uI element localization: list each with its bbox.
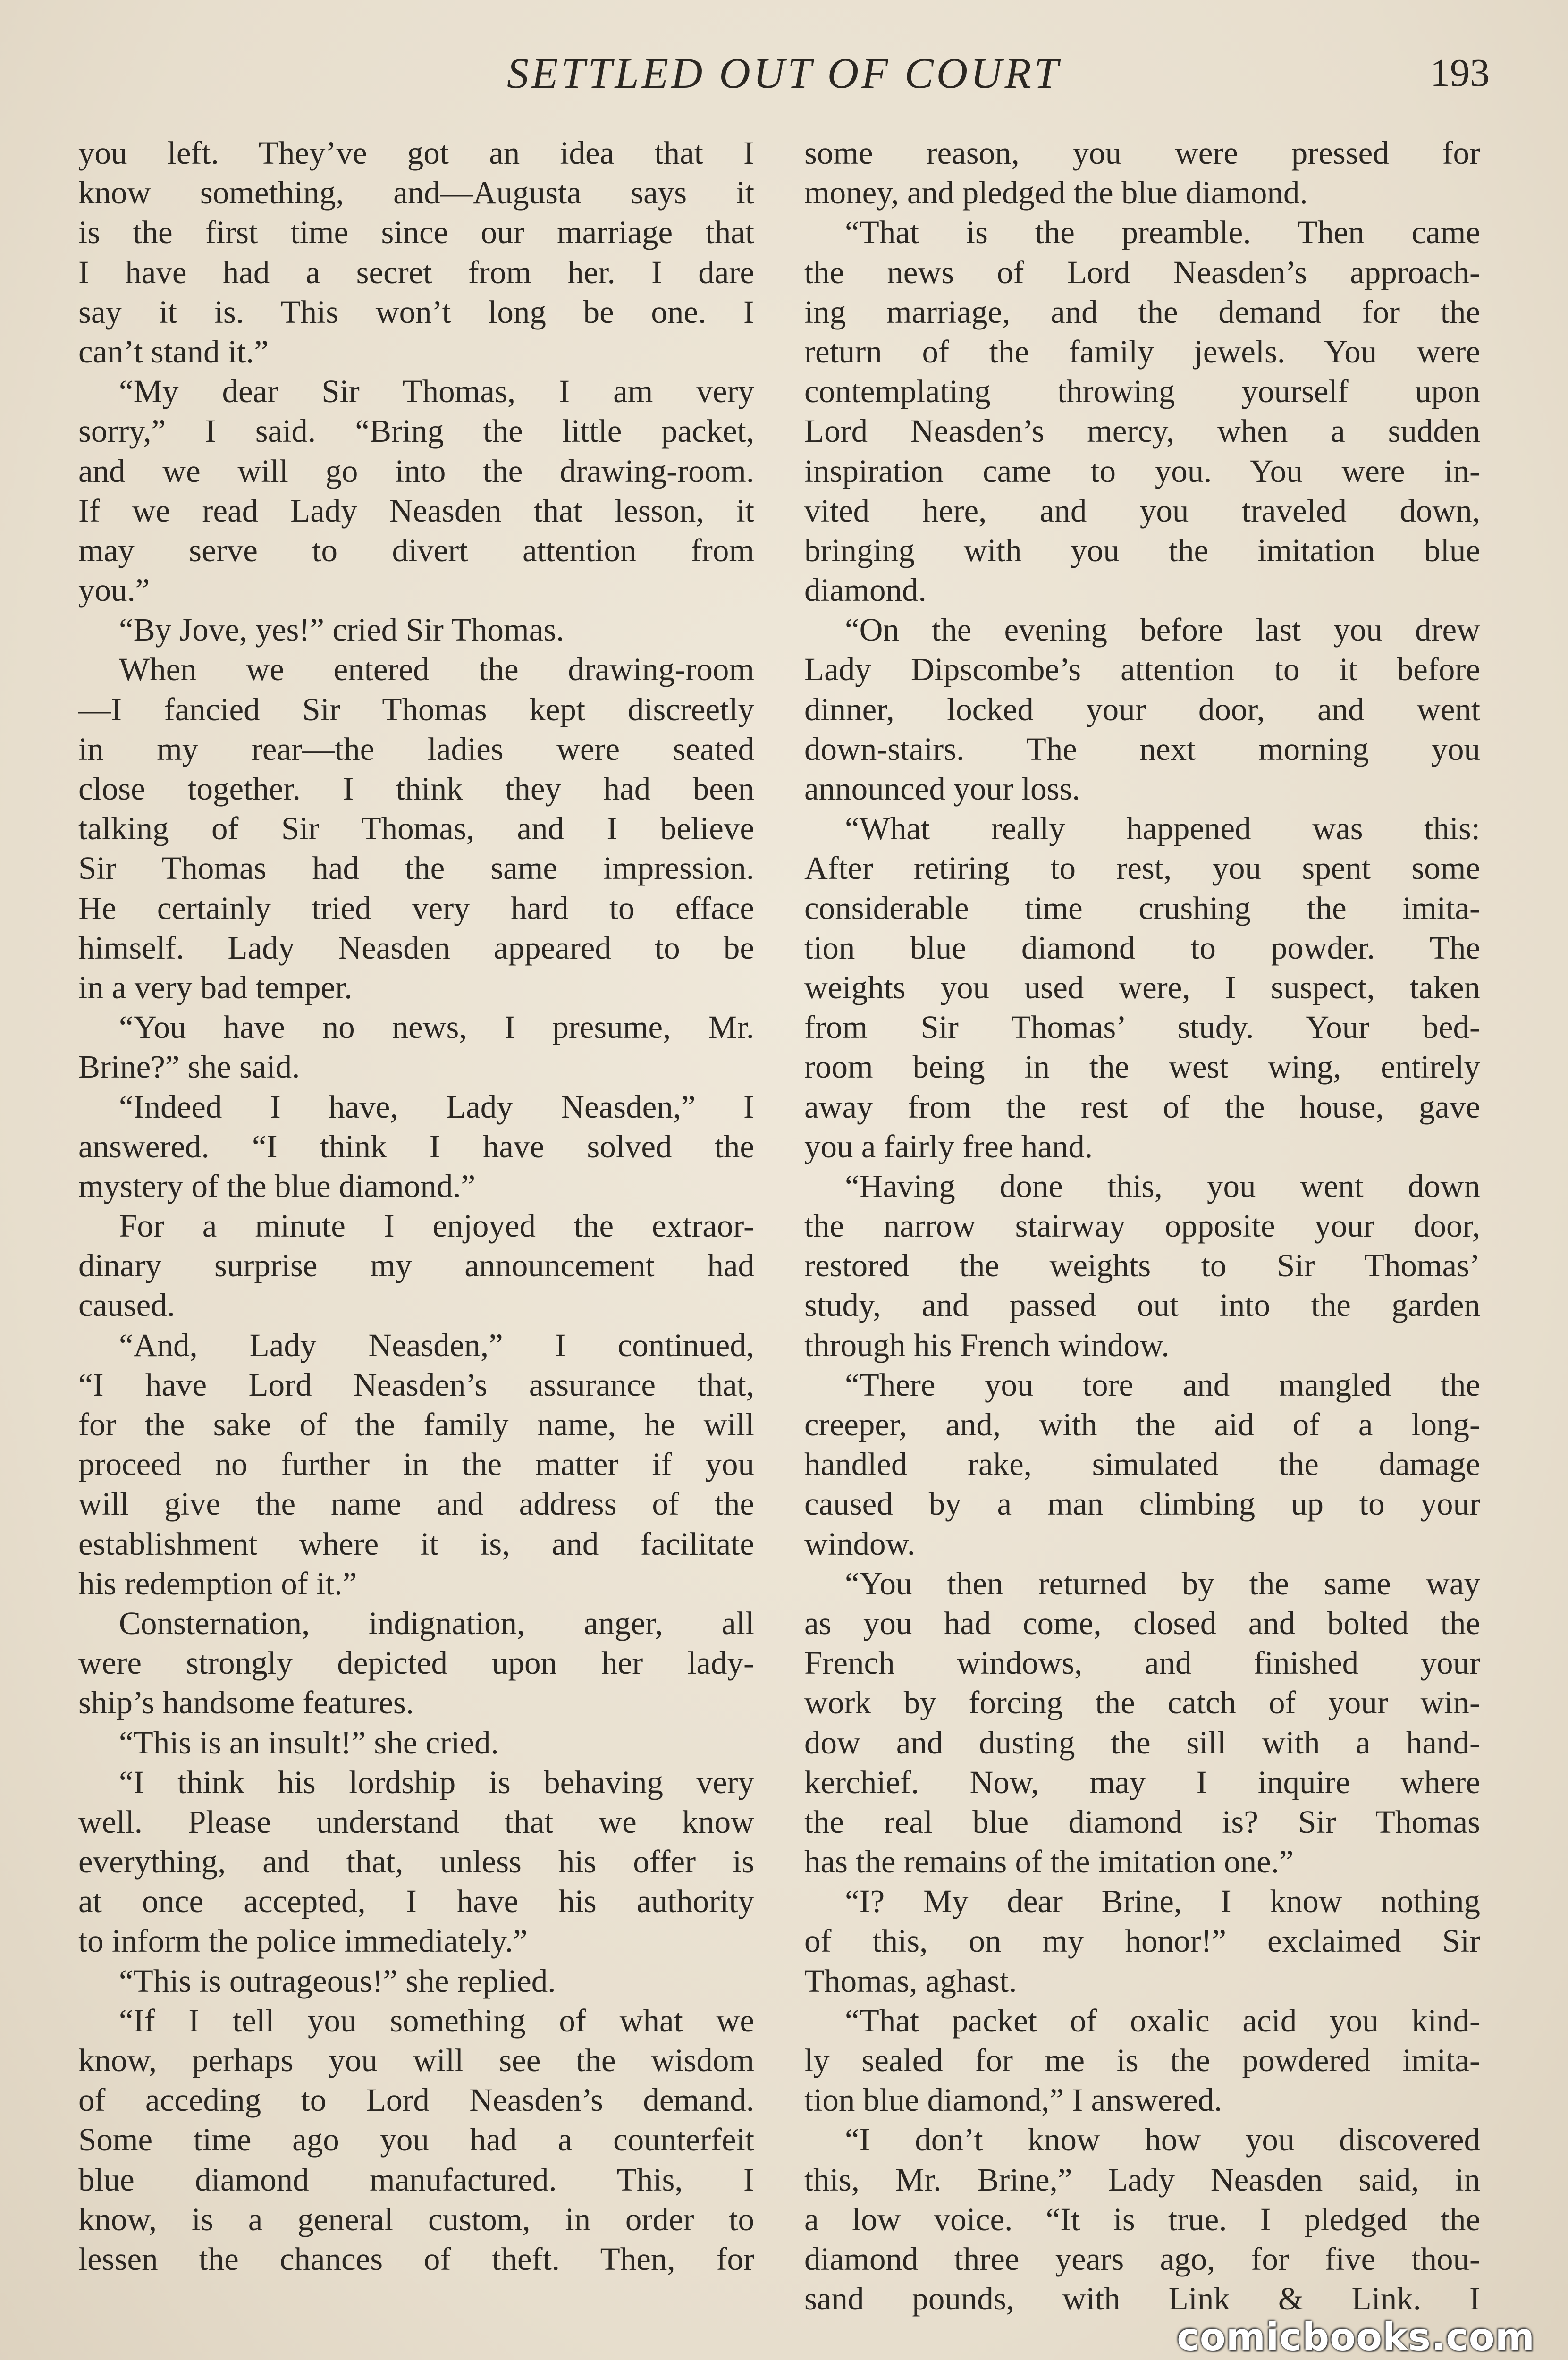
- text-line: establishment where it is, and facilitate: [78, 1526, 754, 1562]
- text-line: down-stairs. The next morning you: [804, 731, 1480, 767]
- text-line: through his French window.: [804, 1327, 1170, 1363]
- text-line: inspiration came to you. You were in-: [804, 453, 1480, 489]
- text-line: Thomas, aghast.: [804, 1963, 1017, 1999]
- text-line: “This is an insult!” she cried.: [119, 1724, 499, 1761]
- text-line: as you had come, closed and bolted the: [804, 1605, 1480, 1641]
- text-line: you.”: [78, 572, 150, 608]
- text-line: Sir Thomas had the same impression.: [78, 850, 754, 886]
- text-line: bringing with you the imitation blue: [804, 532, 1480, 568]
- text-line: were strongly depicted upon her lady-: [78, 1645, 754, 1681]
- text-line: diamond three years ago, for five thou-: [804, 2241, 1480, 2277]
- text-line: study, and passed out into the garden: [804, 1287, 1480, 1323]
- text-line: and we will go into the drawing-room.: [78, 453, 754, 489]
- text-line: “On the evening before last you drew: [845, 612, 1480, 648]
- running-title: SETTLED OUT OF COURT: [507, 49, 1061, 97]
- text-line: can’t stand it.”: [78, 333, 269, 370]
- text-line: ship’s handsome features.: [78, 1685, 414, 1721]
- text-line: creeper, and, with the aid of a long-: [804, 1407, 1480, 1442]
- text-line: everything, and that, unless his offer is: [78, 1844, 754, 1880]
- text-line: has the remains of the imitation one.”: [804, 1844, 1294, 1880]
- text-line: know something, and—Augusta says it: [78, 175, 754, 211]
- text-line: from Sir Thomas’ study. Your bed-: [804, 1009, 1480, 1045]
- text-line: When we entered the drawing-room: [119, 651, 754, 688]
- text-line: close together. I think they had been: [78, 771, 754, 807]
- text-line: announced your loss.: [804, 771, 1080, 807]
- text-line: proceed no further in the matter if you: [78, 1446, 754, 1483]
- text-line: return of the family jewels. You were: [804, 333, 1480, 370]
- text-line: contemplating throwing yourself upon: [804, 373, 1480, 410]
- text-line: for the sake of the family name, he will: [78, 1407, 754, 1442]
- text-line: For a minute I enjoyed the extraor-: [119, 1208, 754, 1244]
- text-line: French windows, and finished your: [804, 1645, 1480, 1681]
- text-line: dow and dusting the sill with a hand-: [804, 1724, 1480, 1761]
- text-line: room being in the west wing, entirely: [804, 1049, 1480, 1085]
- text-line: kerchief. Now, may I inquire where: [804, 1764, 1480, 1800]
- text-line: “I? My dear Brine, I know nothing: [845, 1883, 1480, 1920]
- text-line: you left. They’ve got an idea that I: [78, 135, 754, 171]
- text-line: of this, on my honor!” exclaimed Sir: [804, 1923, 1480, 1959]
- text-line: vited here, and you traveled down,: [804, 492, 1480, 529]
- text-line: of acceding to Lord Neasden’s demand.: [78, 2082, 754, 2118]
- text-line: himself. Lady Neasden appeared to be: [78, 929, 754, 966]
- text-line: “My dear Sir Thomas, I am very: [119, 373, 754, 410]
- text-line: ly sealed for me is the powdered imita-: [804, 2042, 1480, 2078]
- text-line: weights you used were, I suspect, taken: [804, 969, 1480, 1005]
- page-number: 193: [1430, 51, 1490, 95]
- text-line: After retiring to rest, you spent some: [804, 850, 1480, 886]
- text-line: in a very bad temper.: [78, 969, 353, 1005]
- text-line: blue diamond manufactured. This, I: [78, 2161, 754, 2198]
- text-line: you a fairly free hand.: [804, 1128, 1093, 1164]
- text-line: know, perhaps you will see the wisdom: [78, 2042, 754, 2078]
- text-line: will give the name and address of the: [78, 1486, 754, 1522]
- text-line: “And, Lady Neasden,” I continued,: [119, 1327, 754, 1363]
- text-line: know, is a general custom, in order to: [78, 2201, 754, 2237]
- text-line: away from the rest of the house, gave: [804, 1088, 1480, 1125]
- text-line: caused by a man climbing up to your: [804, 1486, 1480, 1522]
- text-line: considerable time crushing the imita-: [804, 890, 1480, 926]
- text-line: “If I tell you something of what we: [119, 2002, 754, 2039]
- text-line: Consternation, indignation, anger, all: [119, 1605, 754, 1641]
- text-line: tion blue diamond to powder. The: [804, 929, 1480, 966]
- text-line: If we read Lady Neasden that lesson, it: [78, 492, 754, 529]
- text-line: lessen the chances of theft. Then, for: [78, 2241, 754, 2277]
- text-line: sand pounds, with Link & Link. I: [804, 2281, 1480, 2317]
- text-line: the narrow stairway opposite your door,: [804, 1208, 1480, 1244]
- text-line: sorry,” I said. “Bring the little packet,: [78, 413, 754, 449]
- text-line: dinary surprise my announcement had: [78, 1247, 754, 1284]
- text-line: handled rake, simulated the damage: [804, 1446, 1480, 1483]
- page-header: [78, 45, 1490, 101]
- text-line: “Having done this, you went down: [845, 1168, 1480, 1204]
- text-line: restored the weights to Sir Thomas’: [804, 1247, 1480, 1284]
- text-line: work by forcing the catch of your win-: [804, 1685, 1480, 1721]
- text-line: at once accepted, I have his authority: [78, 1883, 754, 1920]
- text-line: “I have Lord Neasden’s assurance that,: [78, 1366, 754, 1403]
- text-line: is the first time since our marriage that: [78, 214, 754, 251]
- text-line: some reason, you were pressed for: [804, 135, 1480, 171]
- text-line: “This is outrageous!” she replied.: [119, 1963, 556, 1999]
- text-line: the news of Lord Neasden’s approach-: [804, 254, 1480, 290]
- text-line: talking of Sir Thomas, and I believe: [78, 810, 754, 847]
- text-line: the real blue diamond is? Sir Thomas: [804, 1804, 1480, 1840]
- text-line: to inform the police immediately.”: [78, 1923, 528, 1959]
- text-line: “I think his lordship is behaving very: [119, 1764, 754, 1800]
- text-line: answered. “I think I have solved the: [78, 1128, 754, 1164]
- text-line: Brine?” she said.: [78, 1049, 300, 1085]
- text-line: Some time ago you had a counterfeit: [78, 2122, 754, 2158]
- text-line: dinner, locked your door, and went: [804, 691, 1480, 727]
- text-line: caused.: [78, 1287, 175, 1323]
- text-line: a low voice. “It is true. I pledged the: [804, 2201, 1480, 2237]
- text-line: mystery of the blue diamond.”: [78, 1168, 476, 1204]
- text-line: Lord Neasden’s mercy, when a sudden: [804, 413, 1480, 449]
- text-line: “You then returned by the same way: [845, 1565, 1480, 1601]
- text-line: tion blue diamond,” I answered.: [804, 2082, 1222, 2118]
- text-line: ing marriage, and the demand for the: [804, 294, 1480, 330]
- text-line: “That is the preamble. Then came: [845, 214, 1480, 251]
- text-line: Lady Dipscombe’s attention to it before: [804, 651, 1480, 688]
- text-line: in my rear—the ladies were seated: [78, 731, 754, 767]
- text-line: “That packet of oxalic acid you kind-: [845, 2002, 1480, 2039]
- text-line: “Indeed I have, Lady Neasden,” I: [119, 1088, 754, 1125]
- text-line: his redemption of it.”: [78, 1565, 357, 1601]
- text-line: “What really happened was this:: [845, 810, 1480, 847]
- text-line: money, and pledged the blue diamond.: [804, 175, 1308, 211]
- text-columns: [78, 133, 1490, 2323]
- text-line: I have had a secret from her. I dare: [78, 254, 754, 290]
- text-line: —I fancied Sir Thomas kept discreetly: [78, 691, 754, 727]
- text-line: “By Jove, yes!” cried Sir Thomas.: [119, 612, 565, 648]
- left-column: [78, 133, 754, 2323]
- text-line: may serve to divert attention from: [78, 532, 754, 568]
- text-line: “You have no news, I presume, Mr.: [119, 1009, 754, 1045]
- text-line: He certainly tried very hard to efface: [78, 890, 754, 926]
- text-line: well. Please understand that we know: [78, 1804, 754, 1840]
- text-line: “There you tore and mangled the: [845, 1366, 1480, 1403]
- site-watermark: comicbooks.com: [1177, 2315, 1535, 2359]
- right-column: [804, 133, 1480, 2323]
- text-line: say it is. This won’t long be one. I: [78, 294, 754, 330]
- text-line: this, Mr. Brine,” Lady Neasden said, in: [804, 2161, 1480, 2198]
- text-line: diamond.: [804, 572, 927, 608]
- text-line: window.: [804, 1526, 916, 1562]
- text-line: “I don’t know how you discovered: [845, 2122, 1480, 2158]
